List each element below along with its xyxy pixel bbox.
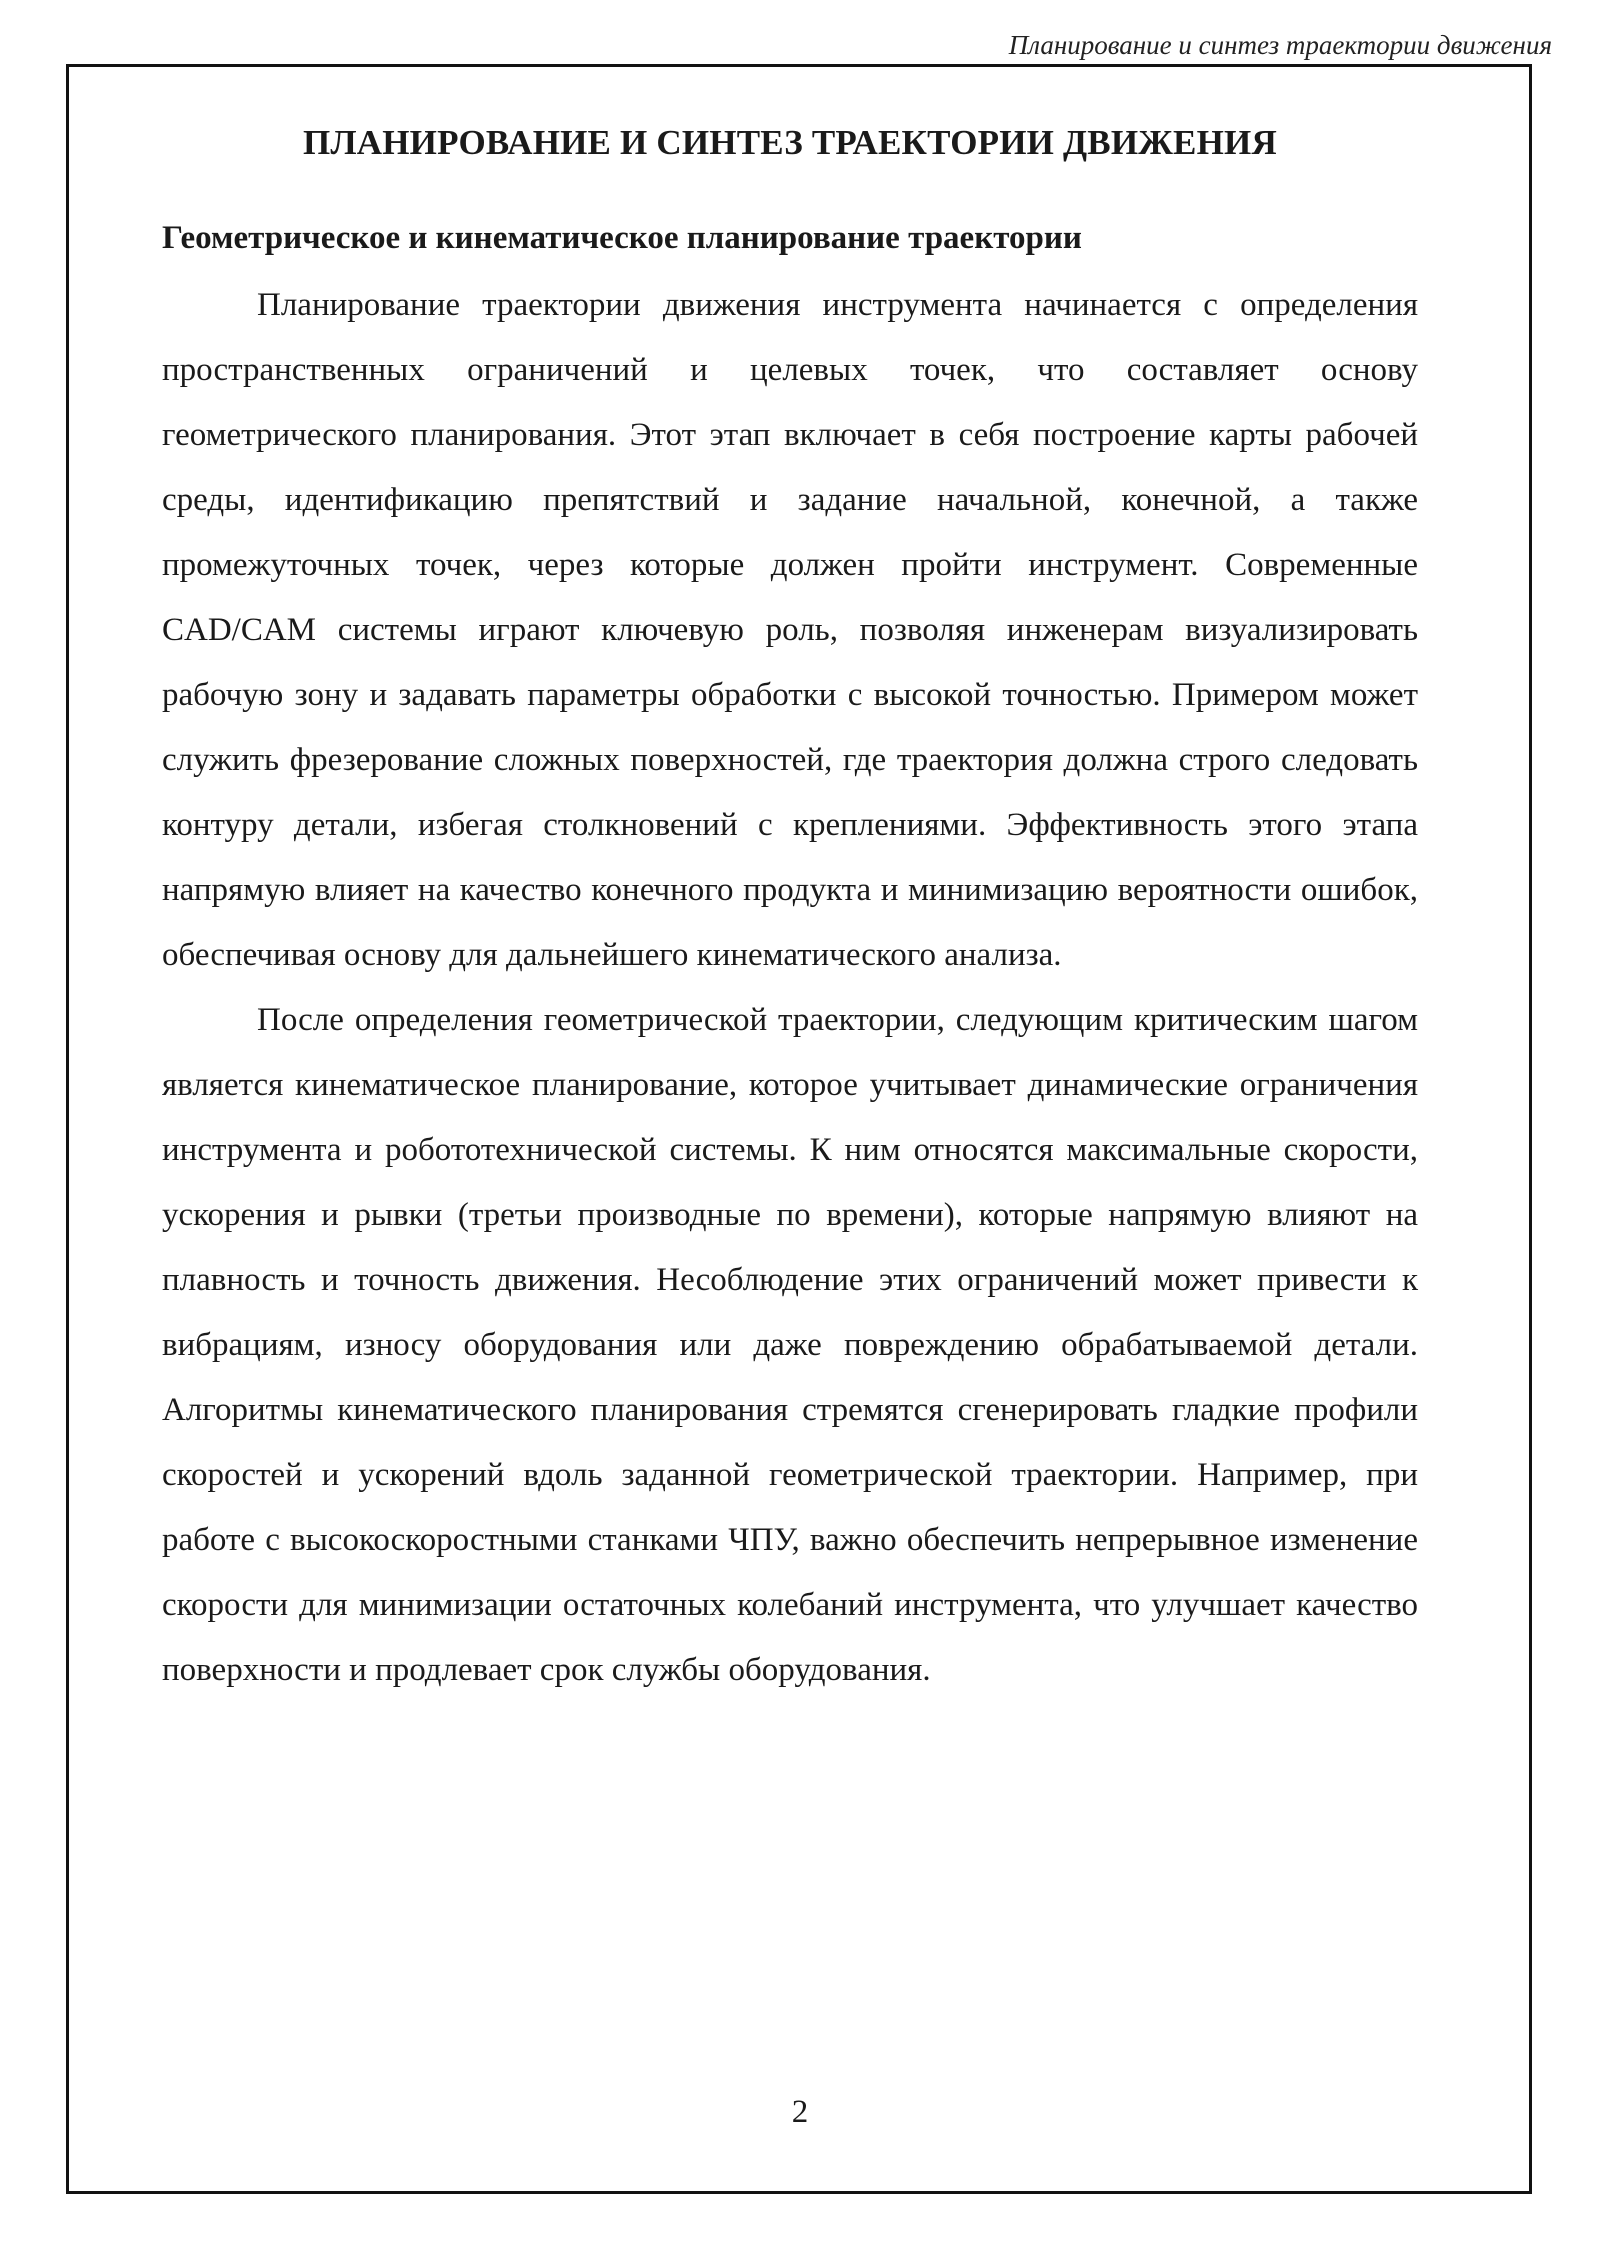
page-body (162, 120, 1418, 1703)
page-number: 2 (791, 2094, 809, 2130)
body-paragraph-1: Планирование траектории движения инструмента начинается с определения пространственных ограничений и целевых точек, что составляет основу геометрического планирования. Этот этап включает в себя построение карты рабочей среды, идентификацию препятствий и задание начальной, конечной, а также промежуточных точек, через которые должен пройти инструмент. Современные CAD/CAM системы играют ключевую роль, позволяя инженерам визуализировать рабочую зону и задавать параметры обработки с высокой точностью. Примером может служить фрезерование сложных поверхностей, где траектория должна строго следовать контуру детали, избегая столкновений с креплениями. Эффективность этого этапа напрямую влияет на качество конечного продукта и минимизацию вероятности ошибок, обеспечивая основу для дальнейшего кинематического анализа. (162, 287, 1418, 973)
running-header: Планирование и синтез траектории движения (1008, 30, 1552, 60)
section-heading: Геометрическое и кинематическое планирование траектории (162, 220, 1082, 256)
body-paragraph-2: После определения геометрической траектории, следующим критическим шагом является кинематическое планирование, которое учитывает динамические ограничения инструмента и робототехнической системы. К ним относятся максимальные скорости, ускорения и рывки (третьи производные по времени), которые напрямую влияют на плавность и точность движения. Несоблюдение этих ограничений может привести к вибрациям, износу оборудования или даже повреждению обрабатываемой детали. Алгоритмы кинематического планирования стремятся сгенерировать гладкие профили скоростей и ускорений вдоль заданной геометрической траектории. Например, при работе с высокоскоростными станками ЧПУ, важно обеспечить непрерывное изменение скорости для минимизации остаточных колебаний инструмента, что улучшает качество поверхности и продлевает срок службы оборудования. (162, 1002, 1418, 1688)
document-title: ПЛАНИРОВАНИЕ И СИНТЕЗ ТРАЕКТОРИИ ДВИЖЕНИЯ (303, 123, 1277, 162)
